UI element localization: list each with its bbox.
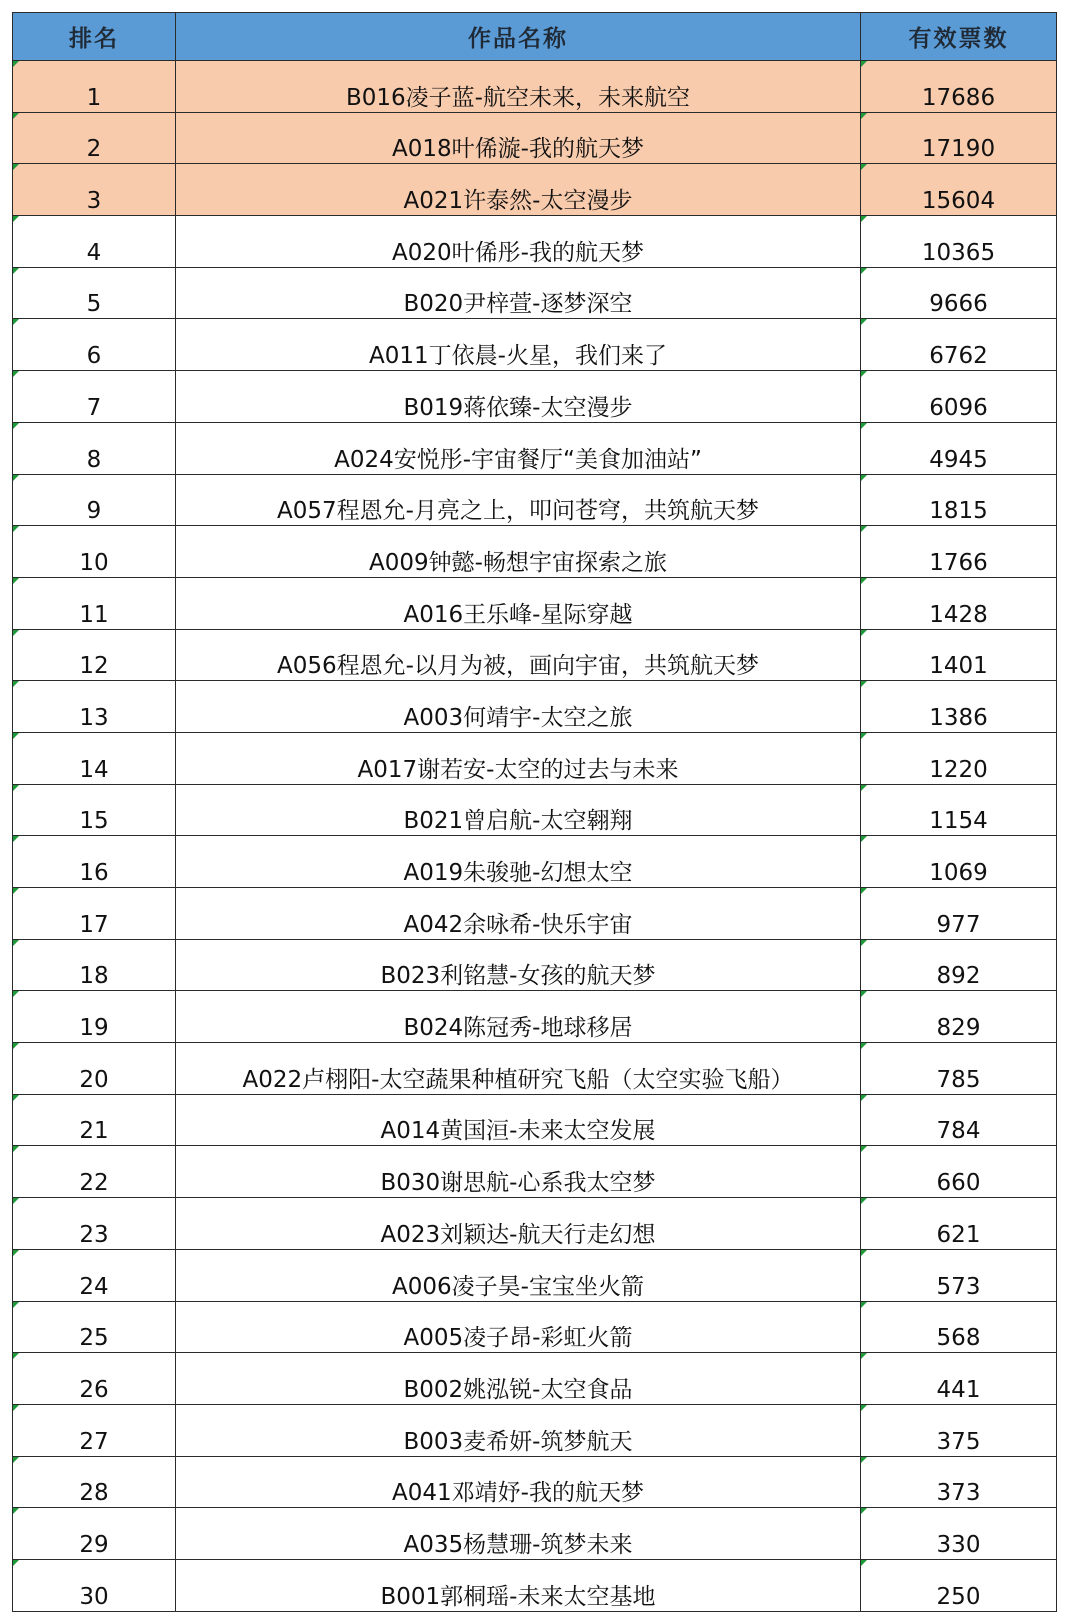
votes-cell: 1069 <box>861 836 1057 888</box>
rank-cell: 21 <box>13 1094 176 1146</box>
votes-cell: 1766 <box>861 526 1057 578</box>
rank-cell: 8 <box>13 422 176 474</box>
header-name: 作品名称 <box>176 13 861 61</box>
rank-cell: 10 <box>13 526 176 578</box>
table-row <box>13 371 1057 423</box>
work-name-cell: A006凌子昊-宝宝坐火箭 <box>176 1249 861 1301</box>
table-row <box>13 474 1057 526</box>
votes-cell: 441 <box>861 1353 1057 1405</box>
work-name-cell: B021曾启航-太空翱翔 <box>176 784 861 836</box>
votes-cell: 1154 <box>861 784 1057 836</box>
work-name-cell: B020尹梓萱-逐梦深空 <box>176 267 861 319</box>
votes-cell: 1428 <box>861 577 1057 629</box>
rank-cell: 20 <box>13 1043 176 1095</box>
table-row <box>13 939 1057 991</box>
votes-cell: 784 <box>861 1094 1057 1146</box>
rank-cell: 24 <box>13 1249 176 1301</box>
votes-cell: 6096 <box>861 371 1057 423</box>
work-name-cell: B023利铭慧-女孩的航天梦 <box>176 939 861 991</box>
votes-cell: 375 <box>861 1404 1057 1456</box>
rank-cell: 26 <box>13 1353 176 1405</box>
table-row <box>13 112 1057 164</box>
votes-cell: 1220 <box>861 732 1057 784</box>
rank-cell: 6 <box>13 319 176 371</box>
work-name-cell: B030谢思航-心系我太空梦 <box>176 1146 861 1198</box>
rank-cell: 27 <box>13 1404 176 1456</box>
rank-cell: 1 <box>13 61 176 113</box>
work-name-cell: B024陈冠秀-地球移居 <box>176 991 861 1043</box>
votes-cell: 4945 <box>861 422 1057 474</box>
table-row <box>13 577 1057 629</box>
table-row <box>13 1456 1057 1508</box>
table-row <box>13 784 1057 836</box>
work-name-cell: A042余咏希-快乐宇宙 <box>176 888 861 940</box>
table-row <box>13 164 1057 216</box>
rank-cell: 4 <box>13 216 176 268</box>
rank-cell: 19 <box>13 991 176 1043</box>
work-name-cell: B001郭桐瑶-未来太空基地 <box>176 1559 861 1611</box>
header-row <box>13 13 1057 61</box>
rank-cell: 25 <box>13 1301 176 1353</box>
header-votes: 有效票数 <box>861 13 1057 61</box>
work-name-cell: B003麦希妍-筑梦航天 <box>176 1404 861 1456</box>
work-name-cell: A009钟懿-畅想宇宙探索之旅 <box>176 526 861 578</box>
votes-cell: 829 <box>861 991 1057 1043</box>
work-name-cell: A018叶俙漩-我的航天梦 <box>176 112 861 164</box>
work-name-cell: A021许泰然-太空漫步 <box>176 164 861 216</box>
table-row <box>13 1249 1057 1301</box>
table-row <box>13 1404 1057 1456</box>
table-row <box>13 1301 1057 1353</box>
work-name-cell: B019蒋依臻-太空漫步 <box>176 371 861 423</box>
votes-cell: 977 <box>861 888 1057 940</box>
table-row <box>13 1508 1057 1560</box>
rank-cell: 2 <box>13 112 176 164</box>
rank-cell: 23 <box>13 1198 176 1250</box>
work-name-cell: A041邓靖妤-我的航天梦 <box>176 1456 861 1508</box>
table-row <box>13 422 1057 474</box>
rank-cell: 22 <box>13 1146 176 1198</box>
votes-cell: 6762 <box>861 319 1057 371</box>
work-name-cell: A022卢栩阳-太空蔬果种植研究飞船（太空实验飞船） <box>176 1043 861 1095</box>
votes-cell: 785 <box>861 1043 1057 1095</box>
votes-cell: 660 <box>861 1146 1057 1198</box>
rank-cell: 17 <box>13 888 176 940</box>
table-row <box>13 1043 1057 1095</box>
table-row <box>13 267 1057 319</box>
work-name-cell: A056程恩允-以月为被，画向宇宙，共筑航天梦 <box>176 629 861 681</box>
votes-cell: 573 <box>861 1249 1057 1301</box>
votes-cell: 17190 <box>861 112 1057 164</box>
votes-cell: 1815 <box>861 474 1057 526</box>
work-name-cell: A020叶俙彤-我的航天梦 <box>176 216 861 268</box>
work-name-cell: B002姚泓锐-太空食品 <box>176 1353 861 1405</box>
work-name-cell: A035杨慧珊-筑梦未来 <box>176 1508 861 1560</box>
votes-cell: 17686 <box>861 61 1057 113</box>
work-name-cell: A019朱骏驰-幻想太空 <box>176 836 861 888</box>
work-name-cell: A014黄国洹-未来太空发展 <box>176 1094 861 1146</box>
rank-cell: 15 <box>13 784 176 836</box>
rank-cell: 18 <box>13 939 176 991</box>
work-name-cell: A003何靖宇-太空之旅 <box>176 681 861 733</box>
work-name-cell: A016王乐峰-星际穿越 <box>176 577 861 629</box>
table-row <box>13 1198 1057 1250</box>
table-row <box>13 1146 1057 1198</box>
votes-cell: 568 <box>861 1301 1057 1353</box>
work-name-cell: A057程恩允-月亮之上，叩问苍穹，共筑航天梦 <box>176 474 861 526</box>
table-body <box>13 61 1057 1612</box>
votes-cell: 10365 <box>861 216 1057 268</box>
work-name-cell: A024安悦彤-宇宙餐厅“美食加油站” <box>176 422 861 474</box>
rank-cell: 7 <box>13 371 176 423</box>
votes-cell: 1401 <box>861 629 1057 681</box>
table-row <box>13 319 1057 371</box>
votes-cell: 15604 <box>861 164 1057 216</box>
votes-cell: 892 <box>861 939 1057 991</box>
rank-cell: 12 <box>13 629 176 681</box>
table-row <box>13 61 1057 113</box>
work-name-cell: A023刘颖达-航天行走幻想 <box>176 1198 861 1250</box>
rank-cell: 28 <box>13 1456 176 1508</box>
header-rank: 排名 <box>13 13 176 61</box>
table-row <box>13 1559 1057 1611</box>
table-row <box>13 888 1057 940</box>
table-row <box>13 629 1057 681</box>
table-row <box>13 1094 1057 1146</box>
table-row <box>13 991 1057 1043</box>
table-row <box>13 1353 1057 1405</box>
votes-cell: 250 <box>861 1559 1057 1611</box>
rank-cell: 29 <box>13 1508 176 1560</box>
table-row <box>13 526 1057 578</box>
votes-cell: 373 <box>861 1456 1057 1508</box>
rank-cell: 5 <box>13 267 176 319</box>
votes-cell: 330 <box>861 1508 1057 1560</box>
rank-cell: 9 <box>13 474 176 526</box>
table-row <box>13 732 1057 784</box>
table-row <box>13 836 1057 888</box>
rank-cell: 11 <box>13 577 176 629</box>
work-name-cell: A005凌子昂-彩虹火箭 <box>176 1301 861 1353</box>
votes-cell: 1386 <box>861 681 1057 733</box>
votes-cell: 621 <box>861 1198 1057 1250</box>
work-name-cell: A017谢若安-太空的过去与未来 <box>176 732 861 784</box>
rank-cell: 16 <box>13 836 176 888</box>
rank-cell: 13 <box>13 681 176 733</box>
rank-cell: 14 <box>13 732 176 784</box>
rank-cell: 3 <box>13 164 176 216</box>
rank-cell: 30 <box>13 1559 176 1611</box>
ranking-table <box>12 12 1057 1612</box>
work-name-cell: A011丁依晨-火星，我们来了 <box>176 319 861 371</box>
table-row <box>13 216 1057 268</box>
votes-cell: 9666 <box>861 267 1057 319</box>
table-row <box>13 681 1057 733</box>
work-name-cell: B016凌子蓝-航空未来，未来航空 <box>176 61 861 113</box>
